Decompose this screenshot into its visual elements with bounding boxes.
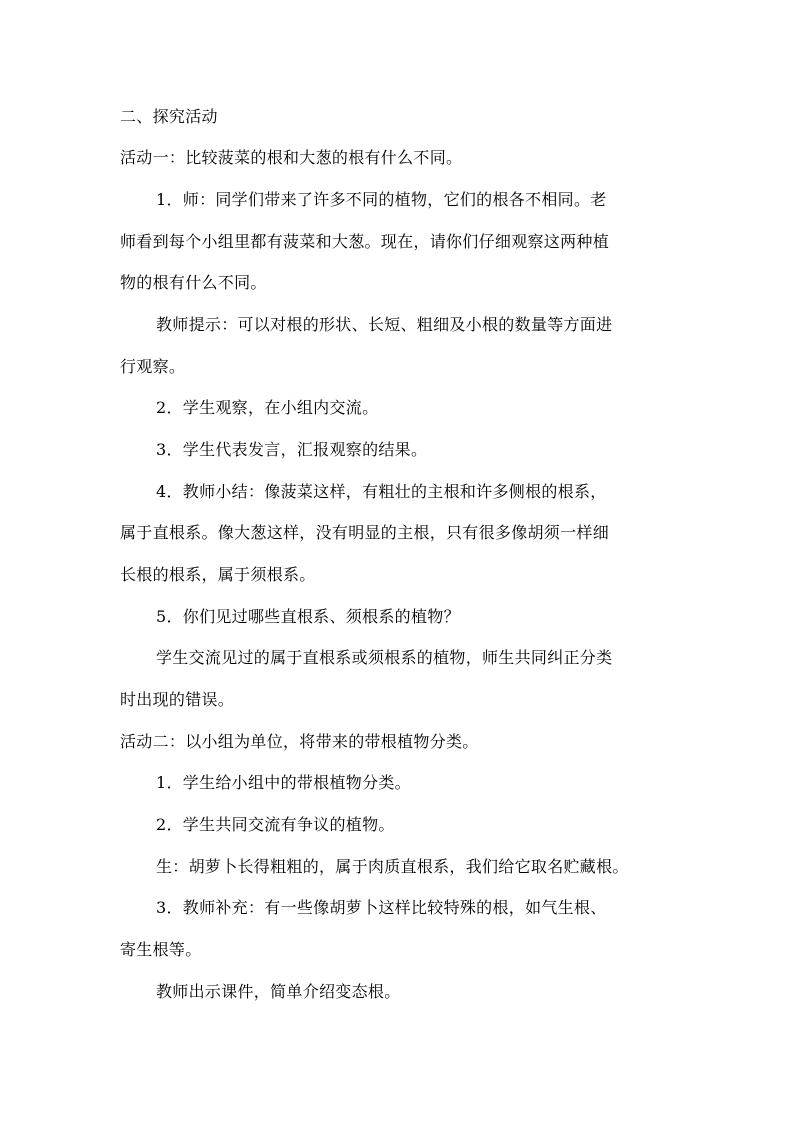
activity-two-heading: 活动二：以小组为单位，将带来的带根植物分类。	[120, 732, 479, 751]
paragraph-line: 3．学生代表发言，汇报观察的结果。	[156, 440, 428, 459]
paragraph-line: 寄生根等。	[120, 940, 202, 959]
paragraph-line: 生：胡萝卜长得粗粗的，属于肉质直根系，我们给它取名贮藏根。	[156, 857, 629, 876]
paragraph-line: 师看到每个小组里都有菠菜和大葱。现在，请你们仔细观察这两种植	[120, 232, 610, 251]
activity-one-heading: 活动一：比较菠菜的根和大葱的根有什么不同。	[120, 148, 463, 167]
paragraph-line: 4．教师小结：像菠菜这样，有粗壮的主根和许多侧根的根系，	[156, 482, 607, 501]
paragraph-line: 教师出示课件，简单介绍变态根。	[156, 982, 401, 1001]
paragraph-line: 行观察。	[120, 357, 186, 376]
paragraph-line: 1．师：同学们带来了许多不同的植物，它们的根各不相同。老	[156, 190, 607, 209]
section-heading: 二、探究活动	[120, 107, 218, 126]
paragraph-line: 1．学生给小组中的带根植物分类。	[156, 773, 411, 792]
paragraph-line: 2．学生共同交流有争议的植物。	[156, 815, 395, 834]
paragraph-line: 物的根有什么不同。	[120, 273, 267, 292]
paragraph-line: 学生交流见过的属于直根系或须根系的植物，师生共同纠正分类	[156, 648, 613, 667]
paragraph-line: 2．学生观察，在小组内交流。	[156, 398, 379, 417]
paragraph-line: 5．你们见过哪些直根系、须根系的植物？	[156, 607, 460, 626]
paragraph-line: 长根的根系，属于须根系。	[120, 565, 316, 584]
paragraph-line: 3．教师补充：有一些像胡萝卜这样比较特殊的根，如气生根、	[156, 898, 607, 917]
paragraph-line: 时出现的错误。	[120, 690, 235, 709]
paragraph-line: 教师提示：可以对根的形状、长短、粗细及小根的数量等方面进	[156, 315, 613, 334]
paragraph-line: 属于直根系。像大葱这样，没有明显的主根，只有很多像胡须一样细	[120, 523, 610, 542]
